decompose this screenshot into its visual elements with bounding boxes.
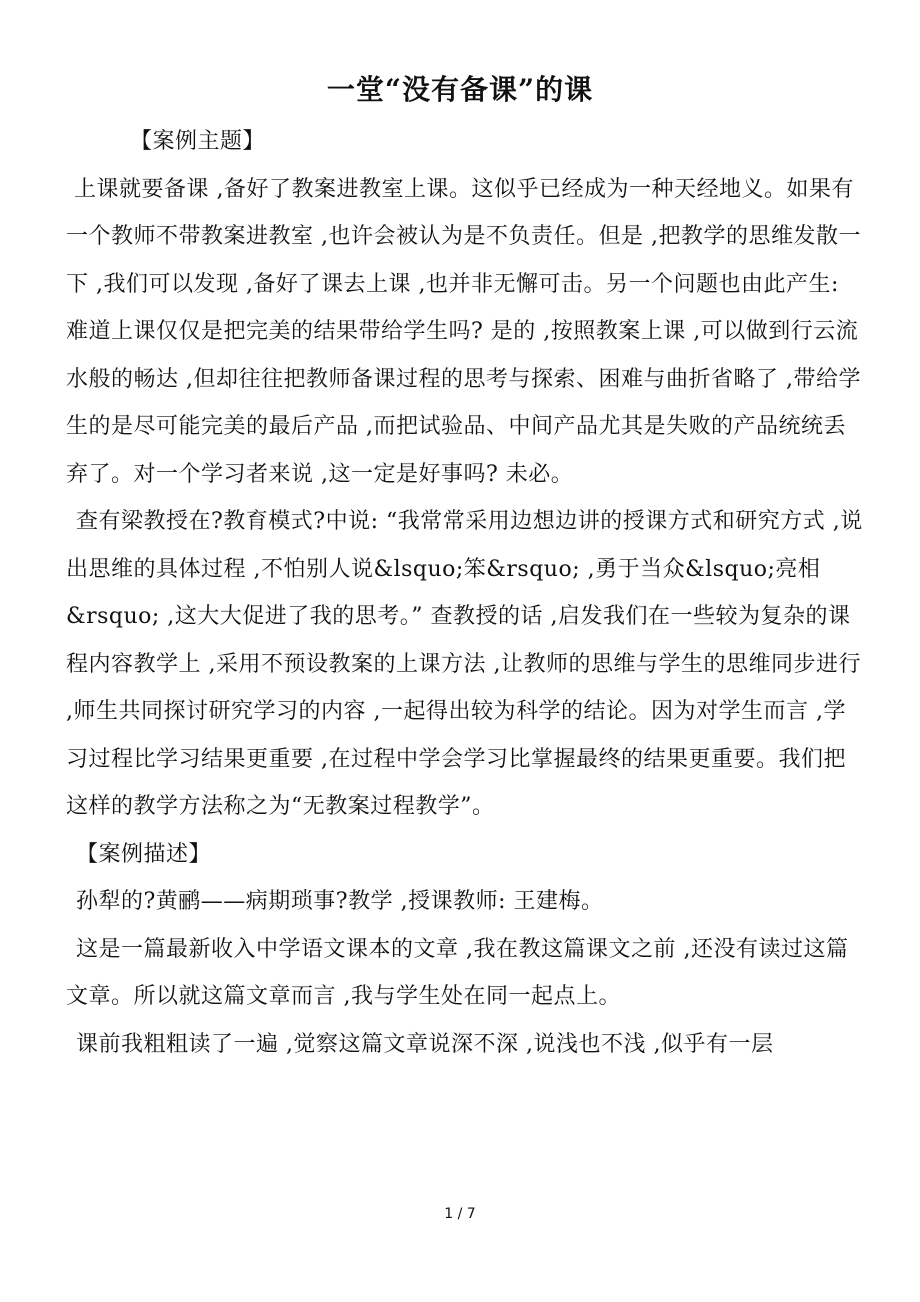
page-number: 1 / 7 (444, 1206, 476, 1222)
document-title: 一堂“没有备课”的课 (326, 73, 594, 106)
paragraph-3: 孙犁的?黄鹂——病期琐事?教学 ,授课教师: 王建梅。 (76, 889, 604, 914)
paragraph-5: 课前我粗粗读了一遍 ,觉察这篇文章说深不深 ,说浅也不浅 ,似乎有一层 (76, 1031, 774, 1057)
paragraph-2: 查有梁教授在?教育模式?中说: “我常常采用边想边讲的授课方式和研究方式 ,说出思维的具体过程 ,不怕别人说&lsquo;笨&rsquo; ,勇于当众&lsquo;亮相&rsquo; ,这大大促进了我的思考。” 查教授的话 ,启发我们在一些较为复杂的课程内容教学上 ,采用不预设教案的上课方法 ,让教师的思维与学生的思维同步进行 ,师生共同探讨研究学习的内容 ,一起得出较为科学的结论。因为对学生而言 ,学习过程比学习结果更重要 ,在过程中学会学习比掌握最终的结果更重要。我们把这样的教学方法称之为“无教案过程教学”。 (66, 509, 863, 819)
section-heading-description: 【案例描述】 (76, 841, 212, 867)
paragraph-4: 这是一篇最新收入中学语文课本的文章 ,我在教这篇课文之前 ,还没有读过这篇文章。所以就这篇文章而言 ,我与学生处在同一起点上。 (66, 936, 849, 1009)
paragraph-1: 上课就要备课 ,备好了教案进教室上课。这似乎已经成为一种天经地义。如果有一个教师不带教案进教室 ,也许会被认为是不负责任。但是 ,把教学的思维发散一下 ,我们可以发现 ,备好了课去上课 ,也并非无懈可击。另一个问题也由此产生: 难道上课仅仅是把完美的结果带给学生吗? 是的 ,按照教案上课 ,可以做到行云流水般的畅达 ,但却往往把教师备课过程的思考与探索、困难与曲折省略了 ,带给学生的是尽可能完美的最后产品 ,而把试验品、中间产品尤其是失败的产品统统丢弃了。对一个学习者来说 ,这一定是好事吗? 未必。 (66, 176, 861, 487)
section-heading-theme: 【案例主题】 (130, 129, 266, 154)
document-body (66, 118, 866, 1068)
